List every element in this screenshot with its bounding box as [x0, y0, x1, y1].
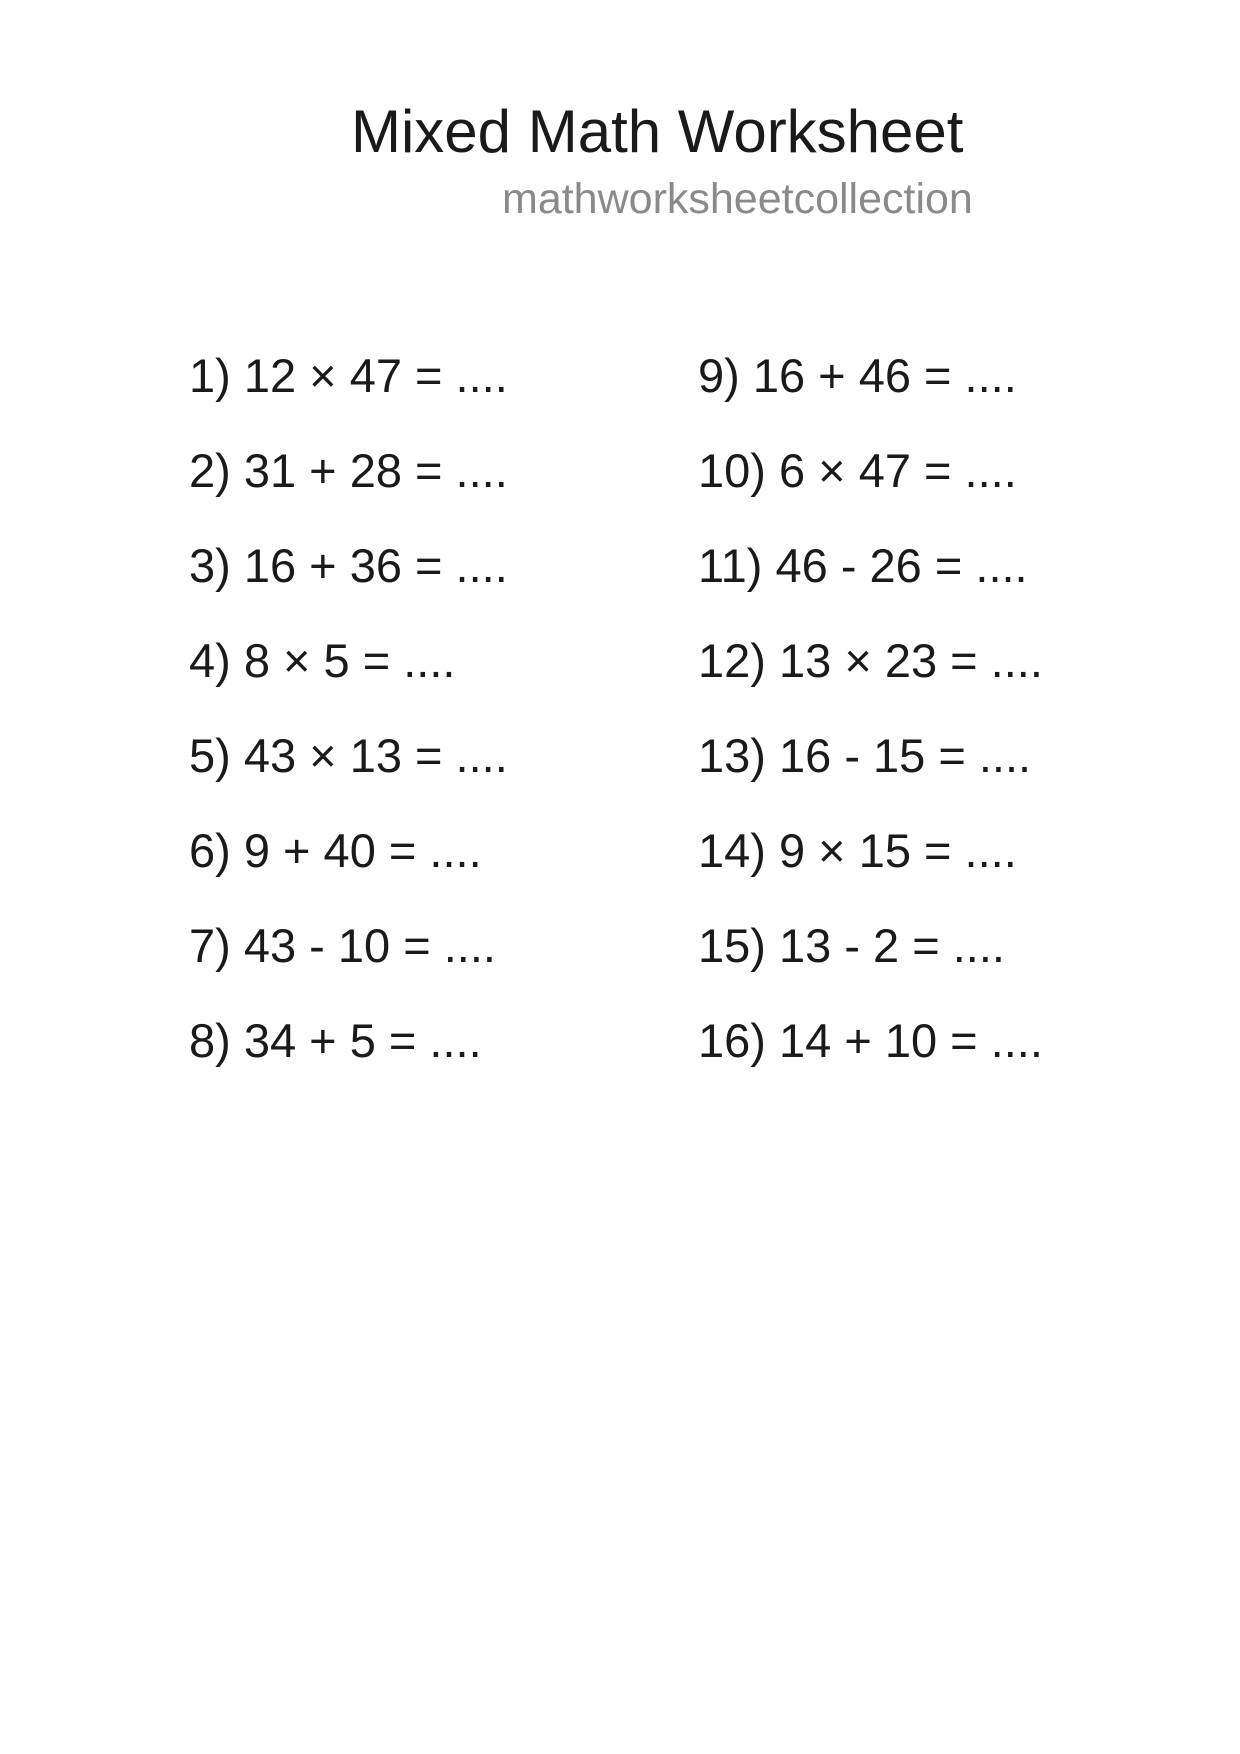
page-title: Mixed Math Worksheet: [351, 98, 964, 165]
problem-item-16: 16) 14 + 10 = ....: [698, 1014, 1043, 1067]
problem-item-12: 12) 13 × 23 = ....: [698, 634, 1043, 687]
problem-item-8: 8) 34 + 5 = ....: [189, 1014, 482, 1067]
problem-item-15: 15) 13 - 2 = ....: [698, 919, 1005, 972]
problems-column-left: [189, 328, 508, 1088]
worksheet-brand-subtitle: mathworksheetcollection: [502, 175, 973, 223]
problem-item-1: 1) 12 × 47 = ....: [189, 349, 508, 402]
problems-column-right: [698, 328, 1043, 1088]
problem-item-9: 9) 16 + 46 = ....: [698, 349, 1017, 402]
problem-item-3: 3) 16 + 36 = ....: [189, 539, 508, 592]
problem-item-7: 7) 43 - 10 = ....: [189, 919, 496, 972]
problem-item-11: 11) 46 - 26 = ....: [698, 539, 1028, 592]
problem-item-5: 5) 43 × 13 = ....: [189, 729, 508, 782]
problem-item-4: 4) 8 × 5 = ....: [189, 634, 456, 687]
problem-item-10: 10) 6 × 47 = ....: [698, 444, 1017, 497]
problem-item-13: 13) 16 - 15 = ....: [698, 729, 1032, 782]
problem-item-6: 6) 9 + 40 = ....: [189, 824, 482, 877]
problem-item-14: 14) 9 × 15 = ....: [698, 824, 1017, 877]
problem-item-2: 2) 31 + 28 = ....: [189, 444, 508, 497]
